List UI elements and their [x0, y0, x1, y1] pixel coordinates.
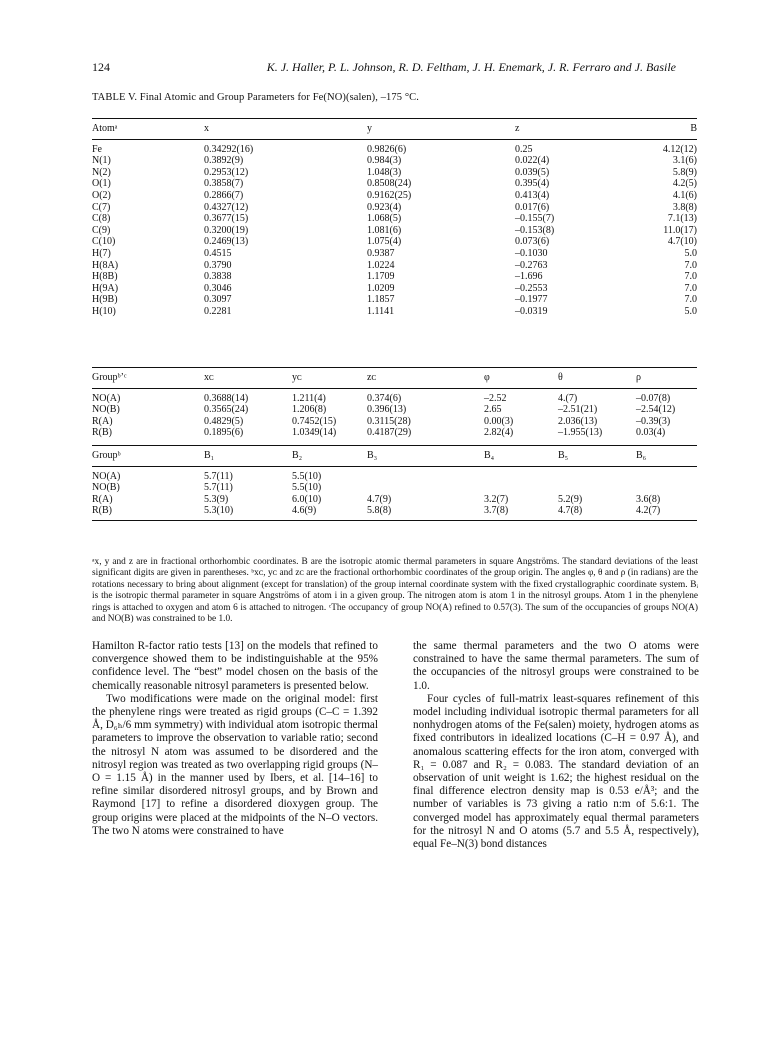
table-cell: –0.2763 [515, 259, 548, 271]
table-cell: 3.8(8) [672, 201, 697, 213]
column-header: zᴄ [367, 372, 377, 383]
table-cell: –1.955(13) [558, 427, 603, 439]
table-row [92, 404, 697, 416]
table-cell: 4.12(12) [662, 143, 697, 155]
table-cell: 0.3565(24) [204, 404, 249, 416]
table-cell: –0.153(8) [515, 224, 555, 236]
table-cell: 4.2(7) [636, 505, 661, 517]
table-cell [367, 482, 484, 494]
table-cell: C(9) [92, 224, 111, 236]
body-column-left [92, 640, 378, 838]
table-cell: 5.3(10) [204, 505, 234, 517]
table-cell: 0.3688(14) [204, 392, 249, 404]
table-row [92, 155, 697, 167]
paragraph: Hamilton R-factor ratio tests [13] on the models that refined to convergence showed them to be indistinguishable at the 95% confidence level. The “best” model chosen on the basis of the chemically reasonable nitrosyl parameters is presented below. [92, 640, 378, 692]
table-cell: 0.2953(12) [204, 166, 249, 178]
paragraph: Four cycles of full-matrix least-squares refinement of this model including individual isotropic thermal parameters for all nonhydrogen atoms of the Fe(salen) moiety, hydrogen atoms as fixed contributors in idealized locations (C–H = 0.97 Å), and anomalous scattering effects for the iron atom, converged with R₁ = 0.087 and R₂ = 0.083. The standard deviation of an observation of unit weight is 1.62; the highest residual on the final difference electron density map is 0.53 e/Å³; and the number of variables is 73 giving a ratio n:m of 5.6:1. The converged model has approximately equal thermal parameters for the nitrosyl N and O atoms (5.7 and 5.5 Å, respectively), equal Fe–N(3) bond distances [413, 692, 699, 851]
table-cell [558, 482, 636, 494]
table-row [92, 388, 697, 404]
column-header: Atomᵃ [92, 123, 118, 134]
table-row [92, 416, 697, 428]
table-cell: 0.3200(19) [204, 224, 249, 236]
table-row [92, 283, 697, 295]
table-cell: 0.923(4) [367, 201, 402, 213]
table-cell: 0.4515 [204, 247, 232, 259]
table-cell: 5.7(11) [204, 482, 233, 494]
column-header: yᴄ [292, 372, 302, 383]
table-cell: N(2) [92, 166, 111, 178]
table-footnotes: ᵃx, y and z are in fractional orthorhombic coordinates. B are the isotropic atomic thermal parameters in square Angströms. The standard deviations of the least significant digits are given in parentheses. ᵇxᴄ, yᴄ and zᴄ are the fractional orthorhombic coordinates of the group origin. The angles φ, θ and ρ (in radians) are the rotations necessary to bring about alignment (except for translation) of the group internal coordinate system with the fixed crystallographic coordinate system. Bᵢ is the isotropic thermal parameter in square Angströms of atom i in a given group. The nitrogen atom is atom 1 in the nitrosyl groups. Atom 1 in the phenylene rings is attached to oxygen and atom 6 is attached to nitrogen. ᶜThe occupancy of group NO(A) refined to 0.57(3). The sum of the occupancies of groups NO(A) and NO(B) was constrained to be 1.0. [92, 557, 698, 625]
table-row [92, 190, 697, 202]
table-cell: 5.7(11) [204, 470, 233, 482]
table-cell: H(8B) [92, 271, 118, 283]
table-cell: 0.8508(24) [367, 178, 412, 190]
table-cell [484, 482, 558, 494]
table-cell: 0.396(13) [367, 404, 407, 416]
table-cell: 0.3097 [204, 294, 232, 306]
table-cell: H(8A) [92, 259, 119, 271]
table-cell: –0.39(3) [636, 415, 671, 427]
table-cell: 0.00(3) [484, 415, 514, 427]
table-cell: 0.022(4) [515, 155, 550, 167]
table-cell: 7.0 [684, 282, 697, 294]
column-header: ρ [636, 372, 641, 383]
table-row [92, 213, 697, 225]
table-cell: 11.0(17) [663, 224, 697, 236]
table-cell: 5.5(10) [292, 470, 322, 482]
column-header: B [690, 123, 697, 134]
column-header: φ [484, 372, 490, 383]
table-row [92, 236, 697, 248]
table-cell: 4.2(5) [672, 178, 697, 190]
table-cell: 3.7(8) [484, 505, 509, 517]
table-cell: 7.0 [684, 294, 697, 306]
table-cell [636, 466, 697, 482]
table-cell: 0.3677(15) [204, 213, 249, 225]
column-header: x [204, 123, 209, 134]
table-cell: –2.52 [484, 392, 507, 404]
running-head-authors: K. J. Haller, P. L. Johnson, R. D. Feltham, J. H. Enemark, J. R. Ferraro and J. Basile [266, 60, 676, 74]
table-cell: 0.2866(7) [204, 189, 244, 201]
table-cell: 0.3046 [204, 282, 232, 294]
table-cell: 4.(7) [558, 392, 578, 404]
table-cell: 1.1857 [367, 294, 395, 306]
table-row [92, 505, 697, 520]
table-cell [367, 466, 484, 482]
table-cell: –0.07(8) [636, 392, 671, 404]
table-cell: 2.65 [484, 404, 502, 416]
table-cell: 0.984(3) [367, 155, 402, 167]
table-cell: –0.2553 [515, 282, 548, 294]
table-row [92, 167, 697, 179]
table-row [92, 260, 697, 272]
table-cell: C(10) [92, 236, 116, 248]
table-cell: O(1) [92, 178, 111, 190]
table-row [92, 466, 697, 482]
table-cell: O(2) [92, 189, 111, 201]
table-row [92, 271, 697, 283]
table-cell: 4.1(6) [672, 189, 697, 201]
table-cell: R(A) [92, 415, 113, 427]
table-cell: 4.6(9) [292, 505, 317, 517]
table-cell: 4.7(8) [558, 505, 583, 517]
table-cell: Fe [92, 143, 102, 155]
atomic-parameters-table [92, 118, 697, 321]
table-cell: 1.0349(14) [292, 427, 337, 439]
table-cell: 2.82(4) [484, 427, 514, 439]
table-row [92, 306, 697, 321]
table-cell: 3.2(7) [484, 493, 509, 505]
table-cell: 6.0(10) [292, 493, 322, 505]
table-cell: 0.34292(16) [204, 143, 254, 155]
table-cell: 0.03(4) [636, 427, 666, 439]
table-row [92, 225, 697, 237]
table-cell: NO(B) [92, 404, 120, 416]
table-cell: 0.3790 [204, 259, 232, 271]
table-cell: C(8) [92, 213, 111, 225]
body-column-right [413, 640, 699, 851]
table-cell: 4.7(9) [367, 493, 392, 505]
table-cell: 0.3838 [204, 271, 232, 283]
table-cell: 1.0209 [367, 282, 395, 294]
table-cell: 0.9162(25) [367, 189, 412, 201]
table-cell: 1.081(6) [367, 224, 402, 236]
table-row [92, 482, 697, 494]
table-cell: –0.1977 [515, 294, 548, 306]
column-header: xᴄ [204, 372, 214, 383]
table-cell: 0.4327(12) [204, 201, 249, 213]
table-cell: 5.0 [684, 305, 697, 317]
table-cell: 1.048(3) [367, 166, 402, 178]
table-cell: 0.4829(5) [204, 415, 244, 427]
table-cell: 0.7452(15) [292, 415, 337, 427]
column-header: B₁ [204, 450, 215, 461]
table-cell: N(1) [92, 155, 111, 167]
table-cell: 0.25 [515, 143, 533, 155]
table-row [92, 202, 697, 214]
table-cell [484, 466, 558, 482]
table-cell: 5.0 [684, 247, 697, 259]
table-row [92, 294, 697, 306]
table-cell: NO(B) [92, 482, 120, 494]
table-cell: 1.068(5) [367, 213, 402, 225]
table-header-row [92, 368, 697, 389]
paragraph: the same thermal parameters and the two O atoms were constrained to have the same thermal parameters. The sum of the occupancies of the nitrosyl groups were constrained to be 1.0. [413, 640, 699, 692]
table-cell: 3.6(8) [636, 493, 661, 505]
table-cell: R(B) [92, 505, 112, 517]
group-parameters-table [92, 367, 697, 442]
column-header: B₅ [558, 450, 569, 461]
table-cell: H(7) [92, 247, 111, 259]
table-cell: R(A) [92, 493, 113, 505]
table-cell: 3.1(6) [672, 155, 697, 167]
table-cell: 0.039(5) [515, 166, 550, 178]
table-cell: –2.54(12) [636, 404, 676, 416]
table-cell [636, 482, 697, 494]
table-cell [558, 466, 636, 482]
table-cell: 1.0224 [367, 259, 395, 271]
table-cell: H(9A) [92, 282, 119, 294]
table-cell: 7.1(13) [667, 213, 697, 225]
table-cell: 0.374(6) [367, 392, 402, 404]
table-cell: 5.8(8) [367, 505, 392, 517]
table-cell: 1.1709 [367, 271, 395, 283]
table-row [92, 427, 697, 442]
table-row [92, 139, 697, 155]
table-cell: 0.395(4) [515, 178, 550, 190]
column-header: B₃ [367, 450, 378, 461]
table-cell: 0.3115(28) [367, 415, 411, 427]
table-row [92, 178, 697, 190]
column-header: z [515, 123, 520, 134]
table-cell: R(B) [92, 427, 112, 439]
table-cell: 0.9387 [367, 247, 395, 259]
table-cell: 0.2469(13) [204, 236, 249, 248]
table-cell: 1.206(8) [292, 404, 327, 416]
table-cell: 0.1895(6) [204, 427, 244, 439]
table-cell: 4.7(10) [667, 236, 697, 248]
table-cell: 5.8(9) [672, 166, 697, 178]
table-row [92, 494, 697, 506]
running-header [92, 60, 676, 76]
table-header-row [92, 119, 697, 140]
table-cell: NO(A) [92, 392, 121, 404]
table-cell: 0.017(6) [515, 201, 550, 213]
table-cell: 5.3(9) [204, 493, 229, 505]
column-header: y [367, 123, 372, 134]
table-cell: –0.0319 [515, 305, 548, 317]
table-cell: 7.0 [684, 271, 697, 283]
table-header-row [92, 446, 697, 467]
table-cell: –2.51(21) [558, 404, 598, 416]
column-header: Groupᵇ [92, 450, 121, 461]
column-header: B₆ [636, 450, 647, 461]
table-cell: 0.9826(6) [367, 143, 407, 155]
page-number: 124 [92, 60, 110, 74]
group-thermal-table [92, 445, 697, 521]
table-cell: C(7) [92, 201, 111, 213]
column-header: θ [558, 372, 563, 383]
column-header: B₂ [292, 450, 303, 461]
table-cell: 0.3892(9) [204, 155, 244, 167]
table-cell: –1.696 [515, 271, 543, 283]
table-cell: 1.1141 [367, 305, 395, 317]
table-cell: –0.1030 [515, 247, 548, 259]
table-cell: H(10) [92, 305, 116, 317]
table-cell: NO(A) [92, 470, 121, 482]
table-cell: 0.4187(29) [367, 427, 412, 439]
table-cell: 1.211(4) [292, 392, 326, 404]
paragraph: Two modifications were made on the original model: first the phenylene rings were treated as rigid groups (C–C = 1.392 Å, D₆ₕ/6 mm symmetry) with individual atom isotropic thermal parameters to improve the observation to variable ratio; second the nitrosyl N atom was assumed to be disordered and the nitrosyl region was treated as two overlapping rigid groups (N–O = 1.15 Å) in the manner used by Ibers, et al. [14–16] to refine similar disordered nitrosyl groups, and by Brown and Raymond [17] to refine a disordered dioxygen group. The group origins were placed at the midpoints of the N–O vectors. The two N atoms were constrained to have [92, 692, 378, 837]
table-row [92, 248, 697, 260]
table-cell: 0.073(6) [515, 236, 550, 248]
table-cell: 0.413(4) [515, 189, 550, 201]
table-cell: H(9B) [92, 294, 118, 306]
table-cell: 5.5(10) [292, 482, 322, 494]
column-header: B₄ [484, 450, 495, 461]
column-header: Groupᵇʼᶜ [92, 372, 127, 383]
table-cell: 2.036(13) [558, 415, 598, 427]
table-cell: 7.0 [684, 259, 697, 271]
table-cell: 0.3858(7) [204, 178, 244, 190]
table-cell: 5.2(9) [558, 493, 583, 505]
table-cell: 1.075(4) [367, 236, 402, 248]
table-caption: TABLE V. Final Atomic and Group Parameters for Fe(NO)(salen), –175 °C. [92, 92, 419, 103]
table-cell: –0.155(7) [515, 213, 555, 225]
table-cell: 0.2281 [204, 305, 232, 317]
